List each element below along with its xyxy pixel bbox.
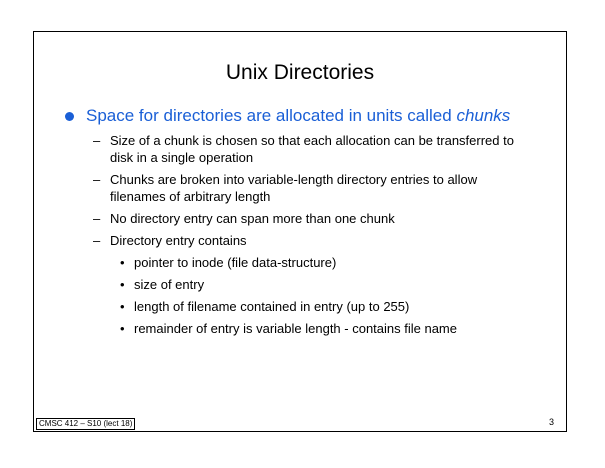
- nested-item-text: size of entry: [134, 277, 205, 292]
- dash-icon: –: [93, 172, 101, 187]
- sub-item-text: Size of a chunk is chosen so that each allocation can be transferred to disk in a single operation: [110, 133, 514, 165]
- nested-item-size: [54, 276, 554, 293]
- nested-item-remainder: [54, 320, 554, 337]
- bullet-icon: •: [120, 321, 125, 336]
- bullet-icon: •: [120, 255, 125, 270]
- sub-item-no-span: [54, 210, 530, 227]
- bullet-dot-icon: [65, 112, 74, 121]
- dash-icon: –: [93, 211, 101, 226]
- slide-content: [54, 106, 554, 342]
- sub-item-text: Directory entry contains: [110, 233, 247, 248]
- nested-item-text: length of filename contained in entry (up to 255): [134, 299, 410, 314]
- nested-item-text: remainder of entry is variable length - contains file name: [134, 321, 457, 336]
- slide-frame: [33, 31, 567, 432]
- sub-item-chunks-broken: [54, 171, 530, 205]
- page-number: 3: [548, 417, 554, 427]
- sub-item-text: No directory entry can span more than one chunk: [110, 211, 395, 226]
- main-bullet: [54, 106, 554, 126]
- slide-title: Unix Directories: [225, 61, 375, 84]
- main-bullet-text: Space for directories are allocated in units called: [86, 106, 457, 125]
- nested-item-text: pointer to inode (file data-structure): [134, 255, 337, 270]
- bullet-icon: •: [120, 299, 125, 314]
- sub-item-entry-contains: [54, 232, 530, 249]
- sub-item-chunk-size: [54, 132, 530, 166]
- dash-icon: –: [93, 133, 101, 148]
- footer-course-label: CMSC 412 – S10 (lect 18): [36, 418, 135, 430]
- main-bullet-emphasis: chunks: [456, 106, 511, 125]
- dash-icon: –: [93, 233, 101, 248]
- nested-item-length: [54, 298, 554, 315]
- bullet-icon: •: [120, 277, 125, 292]
- nested-item-inode: [54, 254, 554, 271]
- sub-item-text: Chunks are broken into variable-length directory entries to allow filenames of arbitrary length: [110, 172, 478, 204]
